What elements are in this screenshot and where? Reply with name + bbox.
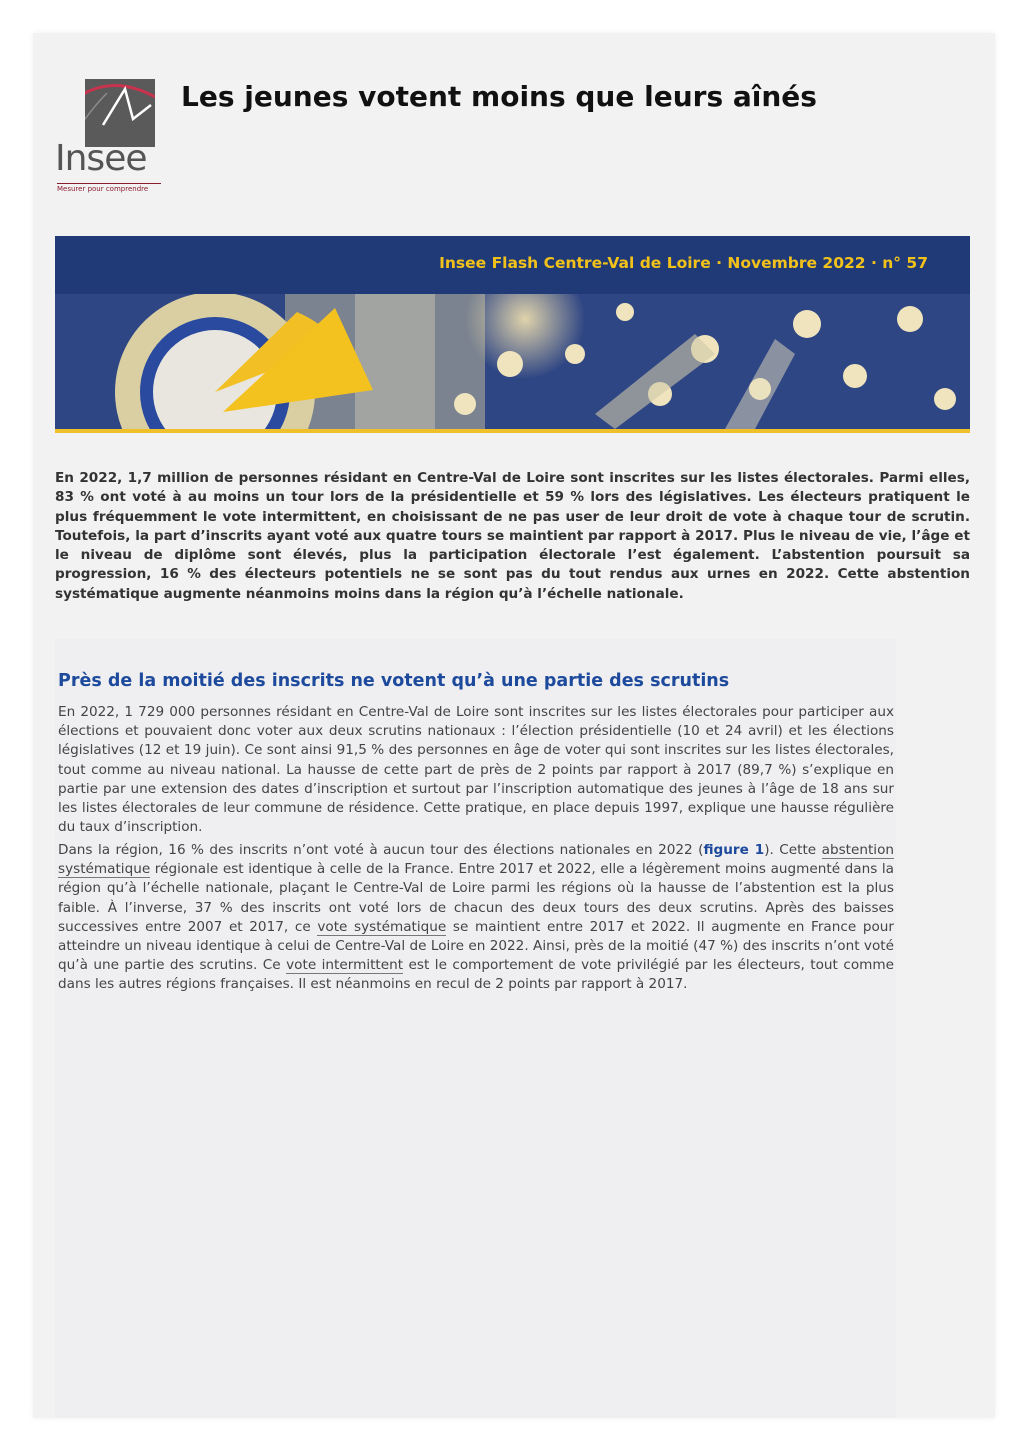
- body-paragraph-2: [58, 841, 894, 995]
- logo-tagline: Mesurer pour comprendre: [57, 183, 161, 193]
- p2-text-b: ). Cette: [764, 842, 822, 858]
- ballot-pie-chart-illustration-icon: [55, 294, 970, 429]
- figure-1-link[interactable]: figure 1: [703, 842, 765, 858]
- section-heading: Près de la moitié des inscrits ne votent qu’à une partie des scrutins: [58, 671, 730, 691]
- body-paragraph-1: En 2022, 1 729 000 personnes résidant en Centre-Val de Loire sont inscrites sur les listes électorales pour participer aux élections et pouvaient donc voter aux deux scrutins nationaux : l’élection présidentielle (10 et 24 avril) et les élections législatives (12 et 19 juin). Ce sont ainsi 91,5 % des personnes en âge de voter qui sont inscrites sur les listes électorales, tout comme au niveau national. La hausse de cette part de près de 2 points par rapport à 2017 (89,7 %) s’explique en partie par une extension des dates d’inscription et surtout par l’inscription automatique des jeunes à l’âge de 18 ans sur les listes électorales de leur commune de résidence. Cette pratique, en place depuis 1997, explique une hausse régulière du taux d’inscription.: [58, 704, 894, 836]
- insee-logo[interactable]: [55, 79, 161, 194]
- publication-reference: Insee Flash Centre-Val de Loire · Novembre 2022 · n° 57: [439, 254, 928, 272]
- logo-wordmark: Insee: [55, 138, 147, 179]
- publication-banner: [55, 236, 970, 294]
- page-title: Les jeunes votent moins que leurs aînés: [181, 80, 817, 113]
- summary-paragraph: En 2022, 1,7 million de personnes résidant en Centre-Val de Loire sont inscrites sur les listes électorales. Parmi elles, 83 % ont voté à au moins un tour lors de la présidentielle et 59 % lors des législatives. Les électeurs pratiquent le plus fréquemment le vote intermittent, en choisissant de ne pas user de leur droit de vote à chaque tour de scrutin. Toutefois, la part d’inscrits ayant voté aux quatre tours se maintient par rapport à 2017. Plus le niveau de vie, l’âge et le niveau de diplôme sont élevés, plus la participation électorale l’est également. L’abstention poursuit sa progression, 16 % des électeurs potentiels ne se sont pas du tout rendus aux urnes en 2022. Cette abstention systématique augmente néanmoins moins dans la région qu’à l’échelle nationale.: [55, 470, 970, 602]
- insee-logo-icon: [85, 79, 155, 147]
- p2-text-e: est le comportement de vote privilégié par les électeurs, tout comme dans les autres régions françaises. Il est néanmoins en recul de 2 points par rapport à 2017.: [58, 957, 894, 993]
- article-section: [55, 639, 896, 1418]
- glossary-term-abstention-systematique[interactable]: abstention systématique: [58, 842, 895, 878]
- p2-text-a: Dans la région, 16 % des inscrits n’ont voté à aucun tour des élections nationales en 2022 (: [58, 842, 704, 858]
- glossary-term-vote-intermittent[interactable]: vote intermittent: [286, 957, 404, 974]
- hero-image: [55, 294, 970, 433]
- p2-text-c: régionale est identique à celle de la France. Entre 2017 et 2022, elle a légèrement moins augmenté dans la région qu’à l’échelle nationale, plaçant le Centre-Val de Loire parmi les régions où la hausse de l’abstention est la plus faible. À l’inverse, 37 % des inscrits ont voté lors de chacun des deux tours des deux scrutins. Après des baisses successives entre 2007 et 2017, ce: [58, 861, 894, 935]
- glossary-term-vote-systematique[interactable]: vote systématique: [317, 918, 447, 935]
- p2-text-d: se maintient entre 2017 et 2022. Il augmente en France pour atteindre un niveau identique à celui de Centre-Val de Loire en 2022. Ainsi, près de la moitié (47 %) des inscrits n’ont voté qu’à une partie des scrutins. Ce: [58, 918, 894, 974]
- document-page: [33, 33, 995, 1418]
